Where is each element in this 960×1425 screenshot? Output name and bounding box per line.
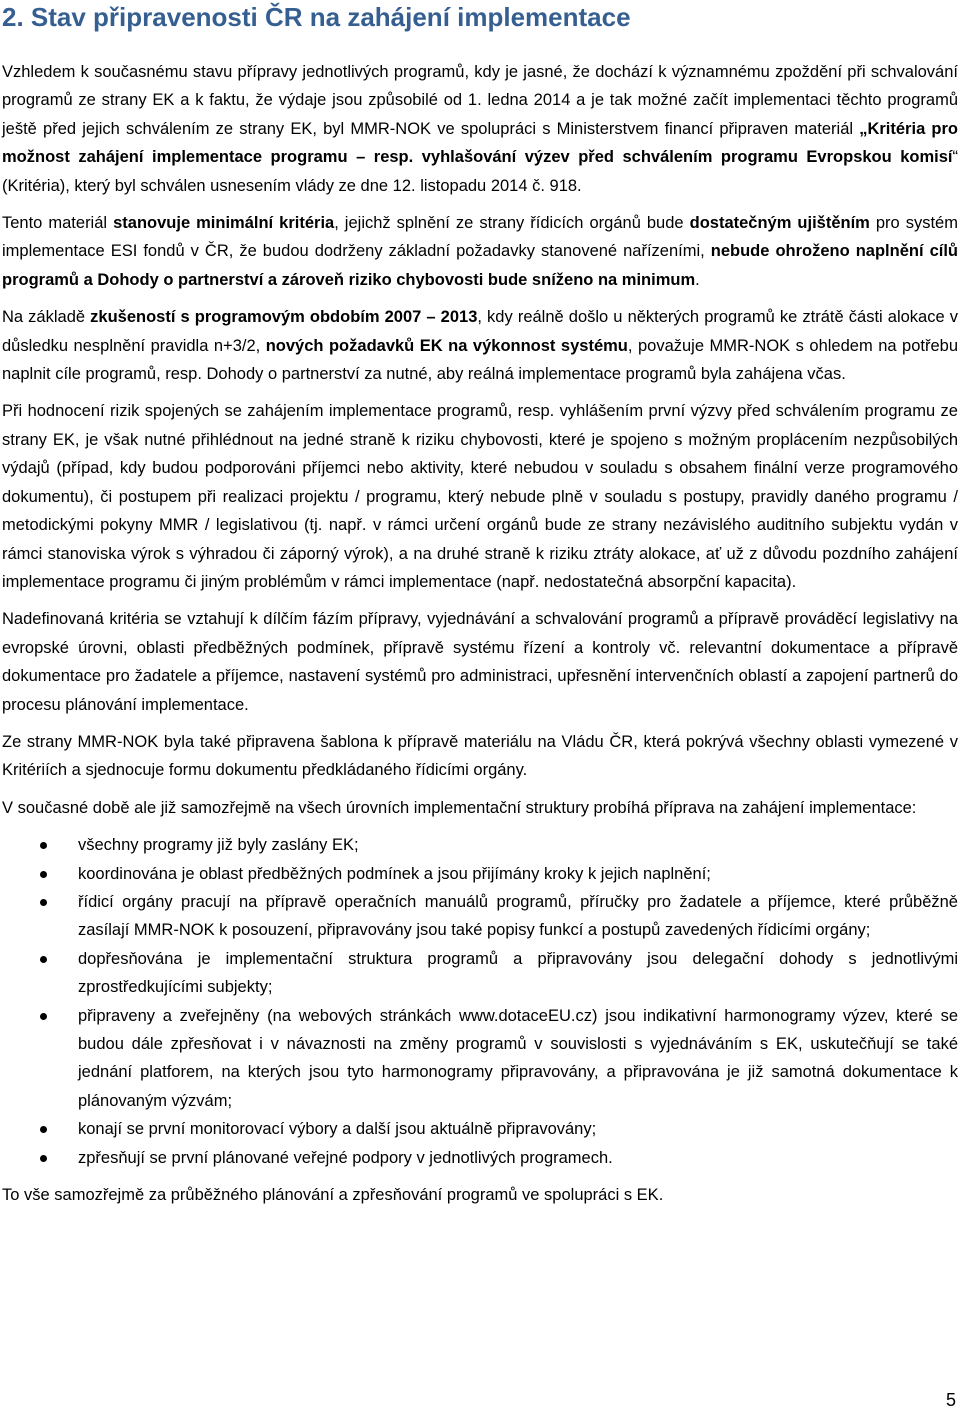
text-run: Tento materiál	[2, 214, 114, 233]
list-item-text: zpřesňují se první plánované veřejné podpory v jednotlivých programech.	[78, 1148, 613, 1167]
bullet-icon	[40, 1126, 47, 1133]
list-item-text: koordinována je oblast předběžných podmínek a jsou přijímány kroky k jejich naplnění;	[78, 864, 711, 883]
text-run: Na základě	[2, 308, 91, 327]
text-run: Vzhledem k současnému stavu přípravy jednotlivých programů, kdy je jasné, že dochází k významnému zpoždění při schvalování programů ze strany EK a k faktu, že výdaje jsou způsobilé od 1. ledna 2014 a je tak možné začít implementaci těchto programů ještě před jejich schválením ze strany EK, byl MMR-NOK ve spolupráci s Ministerstvem financí připraven materiál	[2, 63, 958, 138]
text-run: pro systém implementace ESI fondů v ČR, že budou dodrženy základní požadavky stanovené nařízeními,	[2, 214, 958, 261]
list-item	[2, 860, 958, 888]
text-run: , považuje MMR-NOK s ohledem na potřebu naplnit cíle programů, resp. Dohody o partnerství za nutné, aby reálná implementace programů byla zahájena včas.	[2, 336, 959, 384]
paragraph-defined-criteria: Nadefinovaná kritéria se vztahují k dílčím fázím přípravy, vyjednávání a schvalování programů a přípravě prováděcí legislativy na evropské úrovni, oblasti předběžných podmínek, přípravě systému řízení a kontroly vč. relevantní dokumentace a přípravě dokumentace pro žadatele a příjemce, nastavení systémů pro administraci, upřesnění intervenčních oblastí a zapojení partnerů do procesu plánování implementace.	[2, 610, 958, 714]
list-item	[2, 1115, 958, 1143]
paragraph-intro	[2, 58, 958, 200]
bullet-icon	[40, 956, 47, 963]
bullet-icon	[40, 899, 47, 906]
bullet-icon	[40, 871, 47, 878]
text-run: , kdy reálně došlo u některých programů ke ztrátě části alokace v důsledku nesplnění pravidla n+3/2,	[2, 308, 958, 355]
list-item-text: řídicí orgány pracují na přípravě operačních manuálů programů, příručky pro žadatele a příjemce, které průběžně zasílají MMR-NOK k posouzení, připravovány jsou také popisy funkcí a postupů zavedených řídicími orgány;	[78, 892, 958, 940]
list-item-text: dopřesňována je implementační struktura programů a připravovány jsou delegační dohody s jednotlivými zprostředkujícími subjekty;	[78, 949, 958, 997]
paragraph-preparation: V současné době ale již samozřejmě na všech úrovních implementační struktury probíhá příprava na zahájení implementace:	[2, 798, 917, 817]
list-item	[2, 1002, 958, 1116]
list-item-text: připraveny a zveřejněny (na webových stránkách www.dotaceEU.cz) jsou indikativní harmonogramy výzev, které se budou dále zpřesňovat i v návaznosti na změny programů v souvislosti s vyjednáváním s EK, uskutečňují se také jednání platforem, na kterých jsou tyto harmonogramy připravovány, a připravována je již samotná dokumentace k plánovaným výzvám;	[78, 1006, 958, 1110]
paragraph-criteria	[2, 209, 958, 294]
bold-text-run: zkušeností s programovým obdobím 2007 – 2013	[90, 308, 478, 327]
document-body	[2, 58, 958, 1218]
paragraph-risks: Při hodnocení rizik spojených se zahájením implementace programů, resp. vyhlášením první výzvy před schválením programu ze strany EK, je však nutné přihlédnout na jedné straně k riziku chybovosti, které je spojeno s možným proplácením nezpůsobilých výdajů (případ, kdy budou podporováni příjemci nebo aktivity, které nebudou v souladu s obsahem finální verze programového dokumentu), či postupem při realizaci projektu / programu, který nebude plně v souladu s postupy, pravidly daného programu / metodickými pokyny MMR / legislativou (tj. např. v rámci určení orgánů bude ze strany nezávislého auditního subjektu vydán v rámci stanoviska výrok s výhradou či záporný výrok), a na druhé straně k riziku ztráty alokace, ať už z důvodu pozdního zahájení implementace programu či jiným problémům v rámci implementace (např. nedostatečná absorpční kapacita).	[2, 402, 958, 591]
list-item	[2, 1144, 958, 1172]
bold-text-run: nových požadavků EK na výkonnost systému	[265, 336, 628, 355]
text-run: .	[695, 270, 700, 289]
list-item	[2, 945, 958, 1002]
section-heading: 2. Stav připravenosti ČR na zahájení implementace	[2, 2, 631, 32]
paragraph-experience	[2, 303, 958, 388]
bullet-icon	[40, 842, 47, 849]
text-run: , jejichž splnění ze strany řídicích orgánů bude	[334, 214, 690, 233]
list-item-text: všechny programy již byly zaslány EK;	[78, 836, 359, 855]
bold-text-run: nebude ohroženo naplnění cílů programů a Dohody o partnerství a zároveň riziko chybovosti bude sníženo na minimum	[2, 242, 958, 289]
bullet-icon	[40, 1013, 47, 1020]
text-run: “ (Kritéria), který byl schválen usnesením vlády ze dne 12. listopadu 2014 č. 918.	[2, 148, 958, 195]
bullet-icon	[40, 1155, 47, 1162]
bold-text-run: dostatečným ujištěním	[689, 214, 870, 233]
bold-text-run: „Kritéria pro možnost zahájení implementace programu – resp. vyhlašování výzev před schválením programu Evropskou komisí	[2, 119, 958, 167]
preparation-list	[2, 831, 958, 1172]
page-number: 5	[945, 1390, 956, 1410]
paragraph-template: Ze strany MMR-NOK byla také připravena šablona k přípravě materiálu na Vládu ČR, která pokrývá všechny oblasti vymezené v Kritériích a sjednocuje formu dokumentu předkládaného řídicími orgány.	[2, 732, 958, 780]
list-item-text: konají se první monitorovací výbory a další jsou aktuálně připravovány;	[78, 1120, 597, 1139]
bold-text-run: stanovuje minimální kritéria	[113, 214, 335, 233]
paragraph-closing: To vše samozřejmě za průběžného plánování a zpřesňování programů ve spolupráci s EK.	[2, 1186, 664, 1205]
list-item	[2, 831, 958, 859]
list-item	[2, 888, 958, 945]
